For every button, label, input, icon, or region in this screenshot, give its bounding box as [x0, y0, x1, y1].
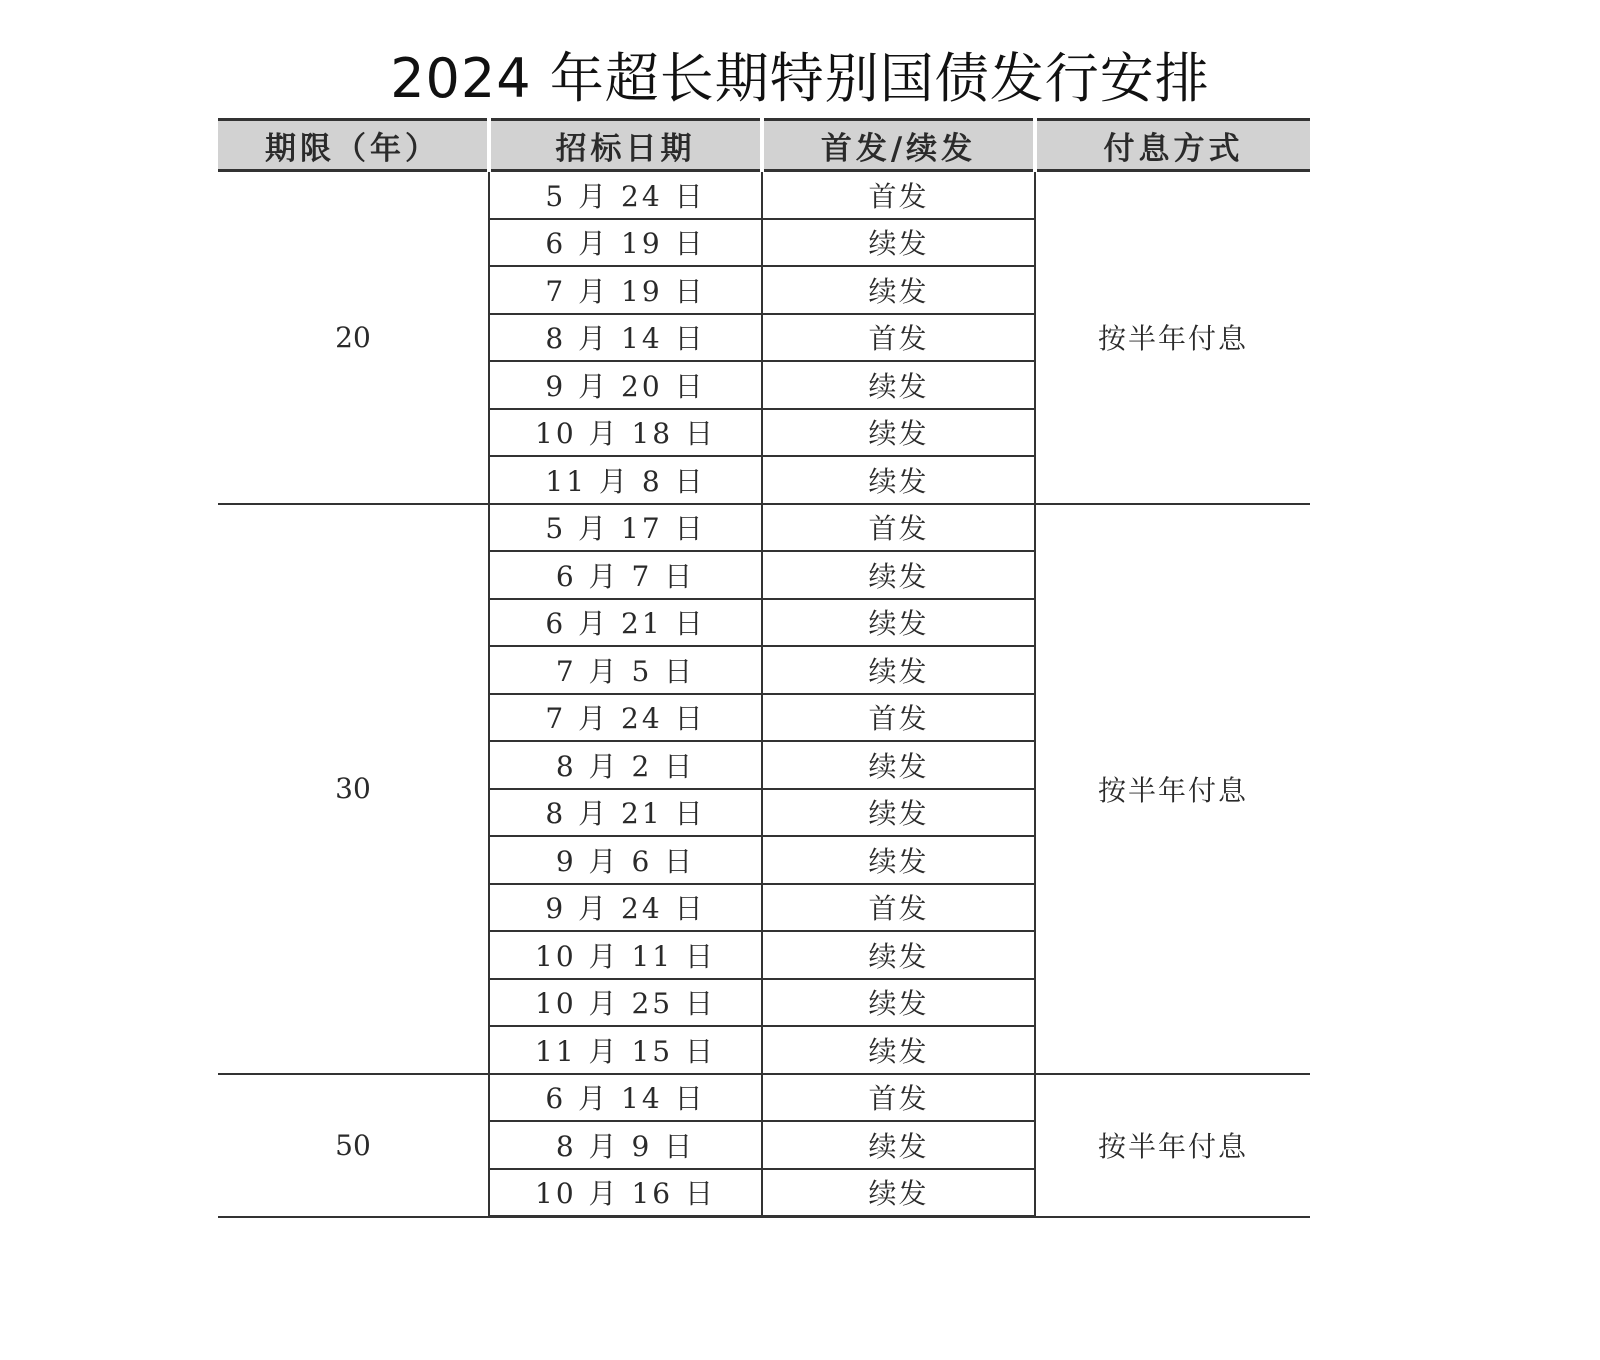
issue-type-cell: 首发 — [762, 694, 1035, 742]
issue-type-cell: 续发 — [762, 409, 1035, 457]
auction-date-cell: 5 月 24 日 — [489, 171, 762, 219]
auction-date-cell: 11 月 8 日 — [489, 456, 762, 504]
table-row — [218, 1074, 1310, 1122]
issue-type-cell: 续发 — [762, 789, 1035, 837]
auction-date-cell: 10 月 11 日 — [489, 931, 762, 979]
issue-type-cell: 续发 — [762, 931, 1035, 979]
issue-type-cell: 续发 — [762, 1026, 1035, 1074]
interest-method-cell: 按半年付息 — [1035, 504, 1310, 1074]
header-interest-method: 付息方式 — [1035, 120, 1310, 171]
auction-date-cell: 6 月 7 日 — [489, 551, 762, 599]
auction-date-cell: 6 月 19 日 — [489, 219, 762, 267]
auction-date-cell: 10 月 18 日 — [489, 409, 762, 457]
table-row — [218, 171, 1310, 219]
auction-date-cell: 8 月 14 日 — [489, 314, 762, 362]
issue-type-cell: 首发 — [762, 1074, 1035, 1122]
issue-type-cell: 续发 — [762, 1169, 1035, 1217]
issue-type-cell: 续发 — [762, 1121, 1035, 1169]
auction-date-cell: 7 月 5 日 — [489, 646, 762, 694]
auction-date-cell: 9 月 6 日 — [489, 836, 762, 884]
issue-type-cell: 续发 — [762, 266, 1035, 314]
table-header — [218, 120, 1310, 171]
auction-date-cell: 11 月 15 日 — [489, 1026, 762, 1074]
auction-date-cell: 6 月 21 日 — [489, 599, 762, 647]
issuance-schedule-table — [218, 118, 1310, 1218]
issue-type-cell: 续发 — [762, 836, 1035, 884]
issue-type-cell: 首发 — [762, 314, 1035, 362]
table-body — [218, 171, 1310, 1217]
page-title: 2024 年超长期特别国债发行安排 — [390, 47, 1210, 110]
issue-type-cell: 首发 — [762, 504, 1035, 552]
interest-method-cell: 按半年付息 — [1035, 1074, 1310, 1217]
issue-type-cell: 续发 — [762, 456, 1035, 504]
issue-type-cell: 续发 — [762, 219, 1035, 267]
term-cell: 50 — [218, 1074, 489, 1217]
issue-type-cell: 续发 — [762, 741, 1035, 789]
header-auction-date: 招标日期 — [489, 120, 762, 171]
auction-date-cell: 10 月 16 日 — [489, 1169, 762, 1217]
auction-date-cell: 5 月 17 日 — [489, 504, 762, 552]
auction-date-cell: 8 月 21 日 — [489, 789, 762, 837]
issue-type-cell: 续发 — [762, 551, 1035, 599]
header-term: 期限（年） — [218, 120, 489, 171]
auction-date-cell: 9 月 24 日 — [489, 884, 762, 932]
auction-date-cell: 10 月 25 日 — [489, 979, 762, 1027]
auction-date-cell: 8 月 2 日 — [489, 741, 762, 789]
issue-type-cell: 首发 — [762, 171, 1035, 219]
issue-type-cell: 续发 — [762, 979, 1035, 1027]
issue-type-cell: 续发 — [762, 361, 1035, 409]
interest-method-cell: 按半年付息 — [1035, 171, 1310, 504]
auction-date-cell: 8 月 9 日 — [489, 1121, 762, 1169]
header-row — [218, 120, 1310, 171]
issue-type-cell: 续发 — [762, 646, 1035, 694]
term-cell: 30 — [218, 504, 489, 1074]
term-cell: 20 — [218, 171, 489, 504]
issue-type-cell: 续发 — [762, 599, 1035, 647]
auction-date-cell: 9 月 20 日 — [489, 361, 762, 409]
header-issue-type: 首发/续发 — [762, 120, 1035, 171]
auction-date-cell: 7 月 24 日 — [489, 694, 762, 742]
table-row — [218, 504, 1310, 552]
auction-date-cell: 7 月 19 日 — [489, 266, 762, 314]
issue-type-cell: 首发 — [762, 884, 1035, 932]
auction-date-cell: 6 月 14 日 — [489, 1074, 762, 1122]
